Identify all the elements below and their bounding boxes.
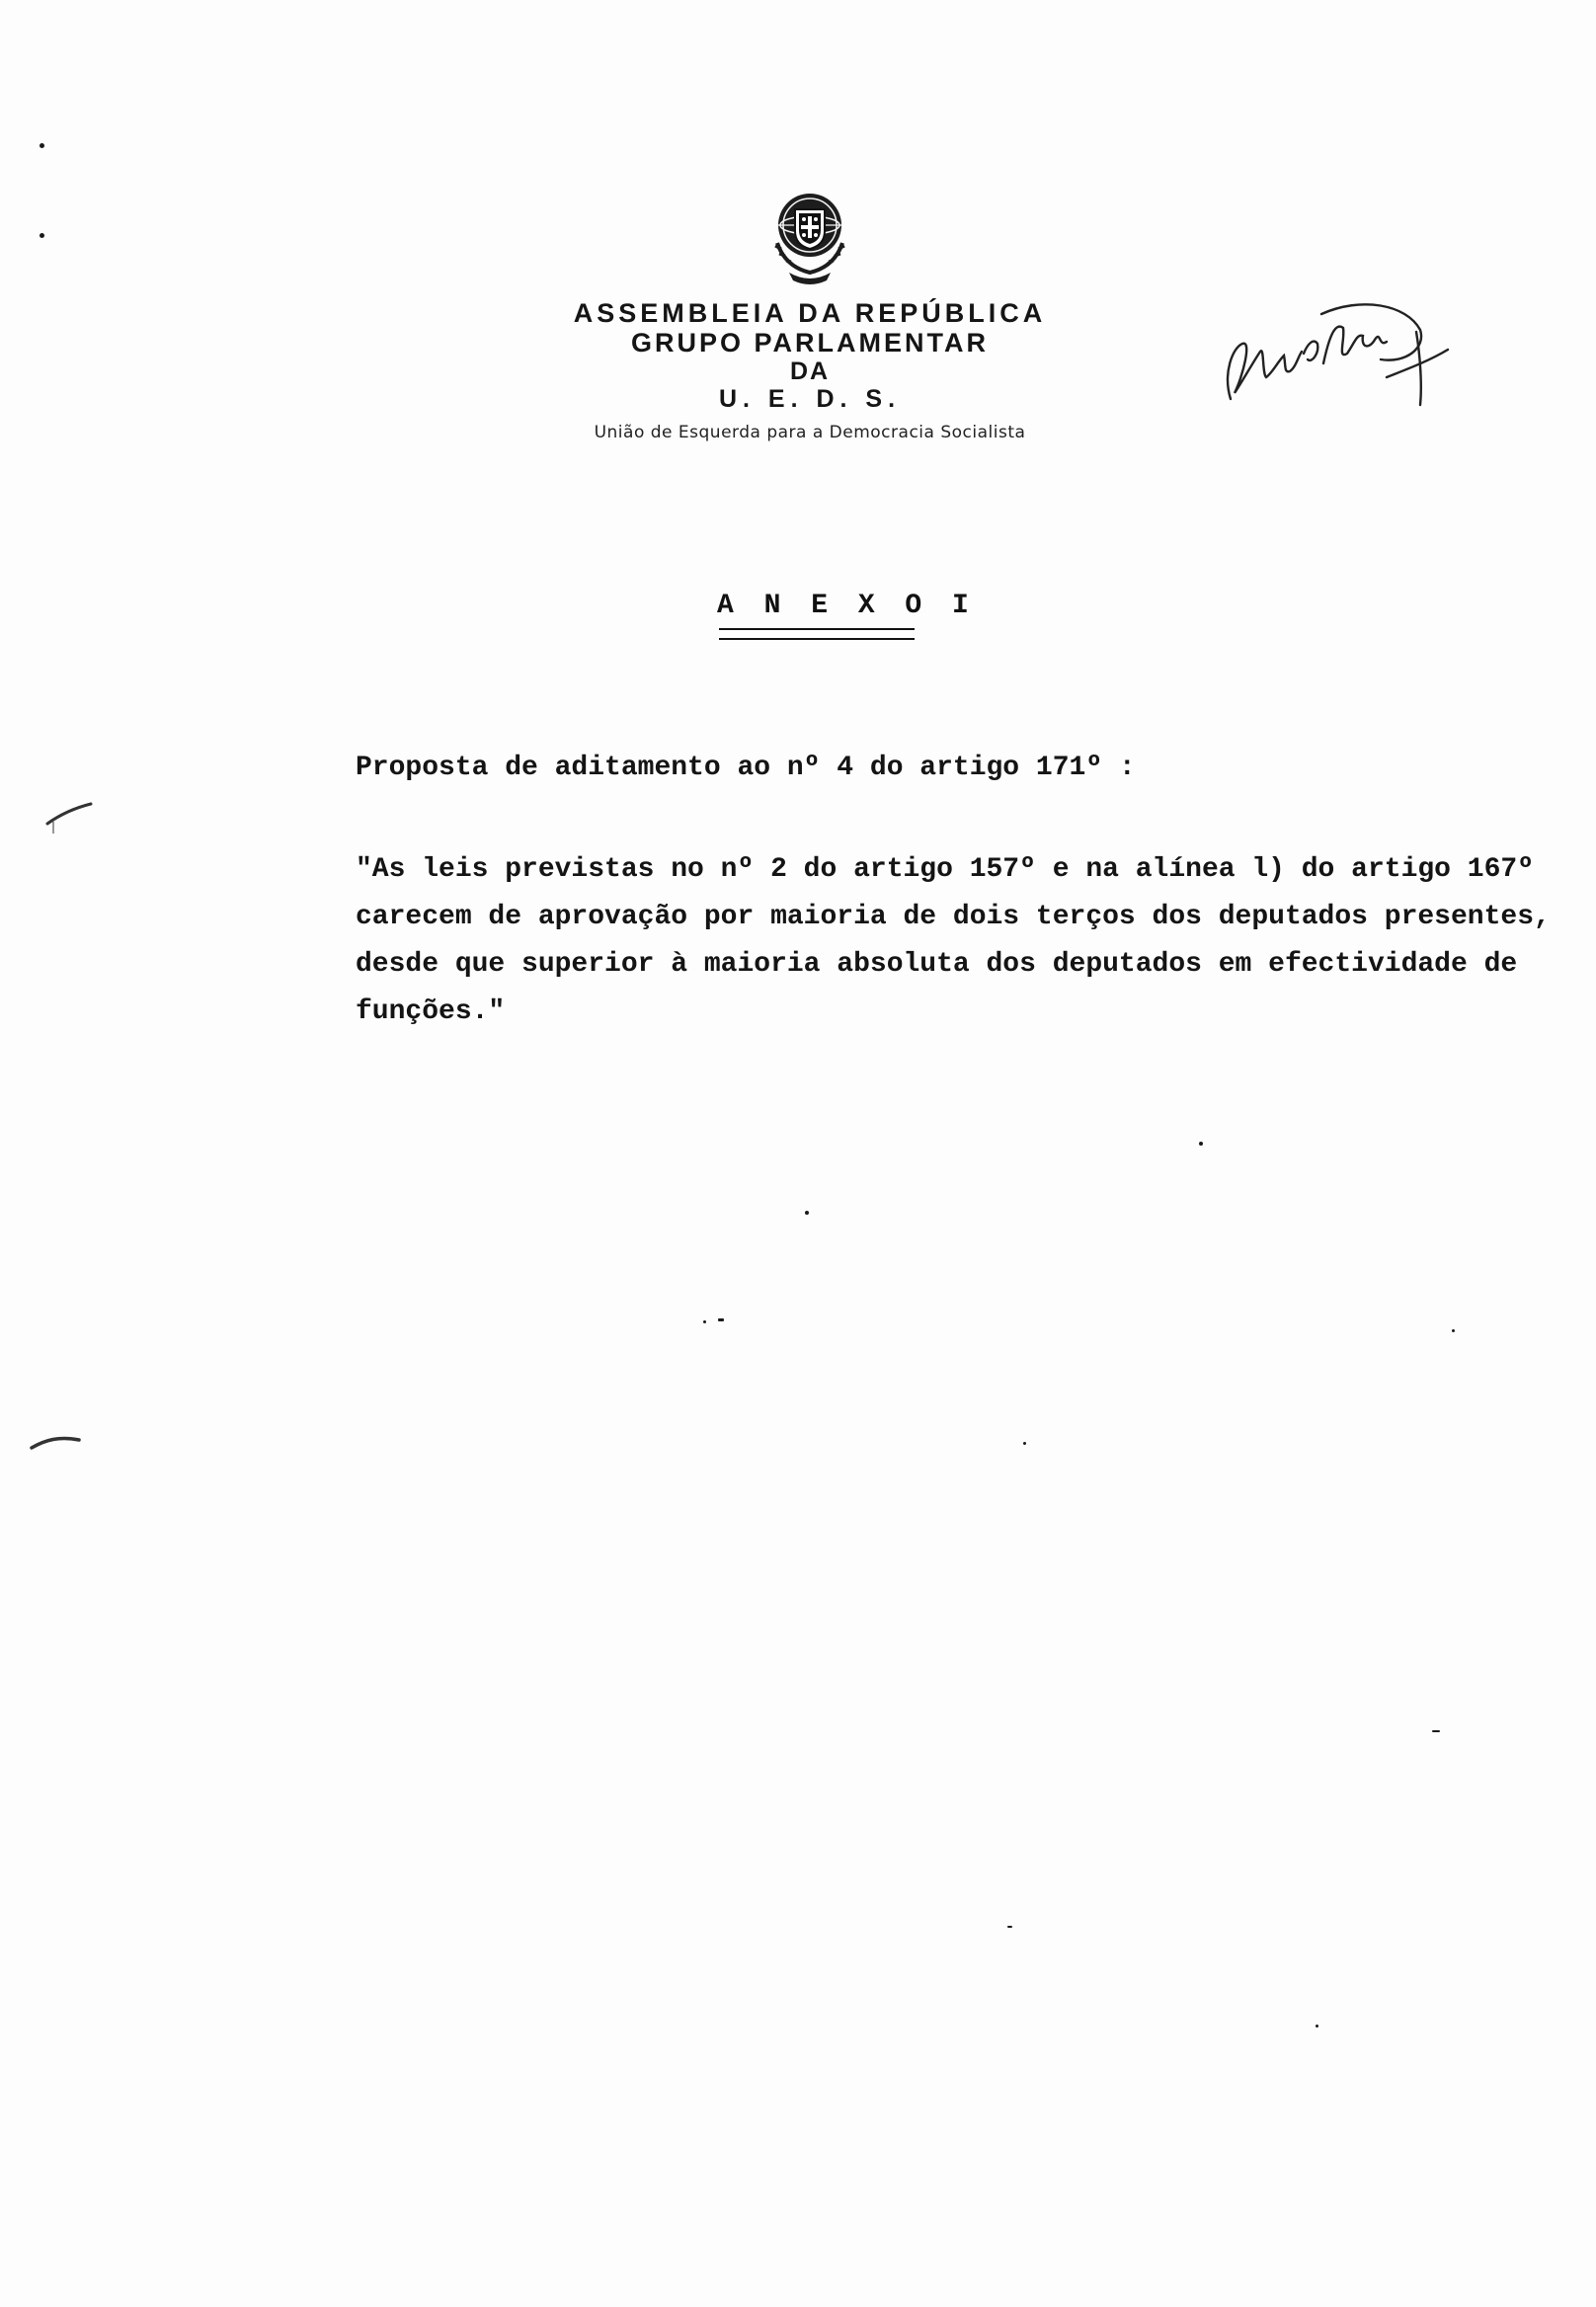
scan-speck — [703, 1320, 706, 1323]
parliamentary-group: GRUPO PARLAMENTAR — [631, 328, 989, 358]
quote-line: funções." — [356, 996, 506, 1027]
proposal-quote — [356, 846, 1551, 1036]
letterhead-da: DA — [789, 358, 831, 386]
proposal-heading: Proposta de aditamento ao nº 4 do artigo 171º : — [356, 753, 1136, 783]
annex-underline — [719, 628, 915, 640]
party-acronym: U. E. D. S. — [718, 385, 902, 414]
scan-speck — [1432, 1730, 1440, 1732]
scan-speck — [805, 1211, 809, 1215]
scan-speck — [1452, 1329, 1455, 1332]
scan-speck — [1023, 1442, 1026, 1445]
scan-mark — [41, 798, 101, 837]
quote-line: desde que superior à maioria absoluta dos deputados em efectividade de — [356, 949, 1518, 980]
signature-icon — [1213, 278, 1450, 427]
scan-mark — [28, 1430, 87, 1460]
scan-speck — [40, 233, 44, 238]
letterhead — [514, 186, 1106, 442]
assembly-name: ASSEMBLEIA DA REPÚBLICA — [573, 298, 1047, 328]
scan-speck — [1316, 2025, 1318, 2028]
scan-speck — [718, 1318, 724, 1321]
coat-of-arms-icon — [765, 186, 854, 286]
annex-title: A N E X O I — [717, 591, 976, 621]
scan-speck — [40, 143, 44, 148]
scan-speck — [1007, 1926, 1012, 1928]
party-full-name: União de Esquerda para a Democracia Socialista — [594, 423, 1026, 443]
scan-speck — [1199, 1142, 1203, 1146]
quote-line: "As leis previstas no nº 2 do artigo 157º e na alínea l) do artigo 167º — [356, 854, 1534, 885]
quote-line: carecem de aprovação por maioria de dois terços dos deputados presentes, — [356, 902, 1551, 932]
